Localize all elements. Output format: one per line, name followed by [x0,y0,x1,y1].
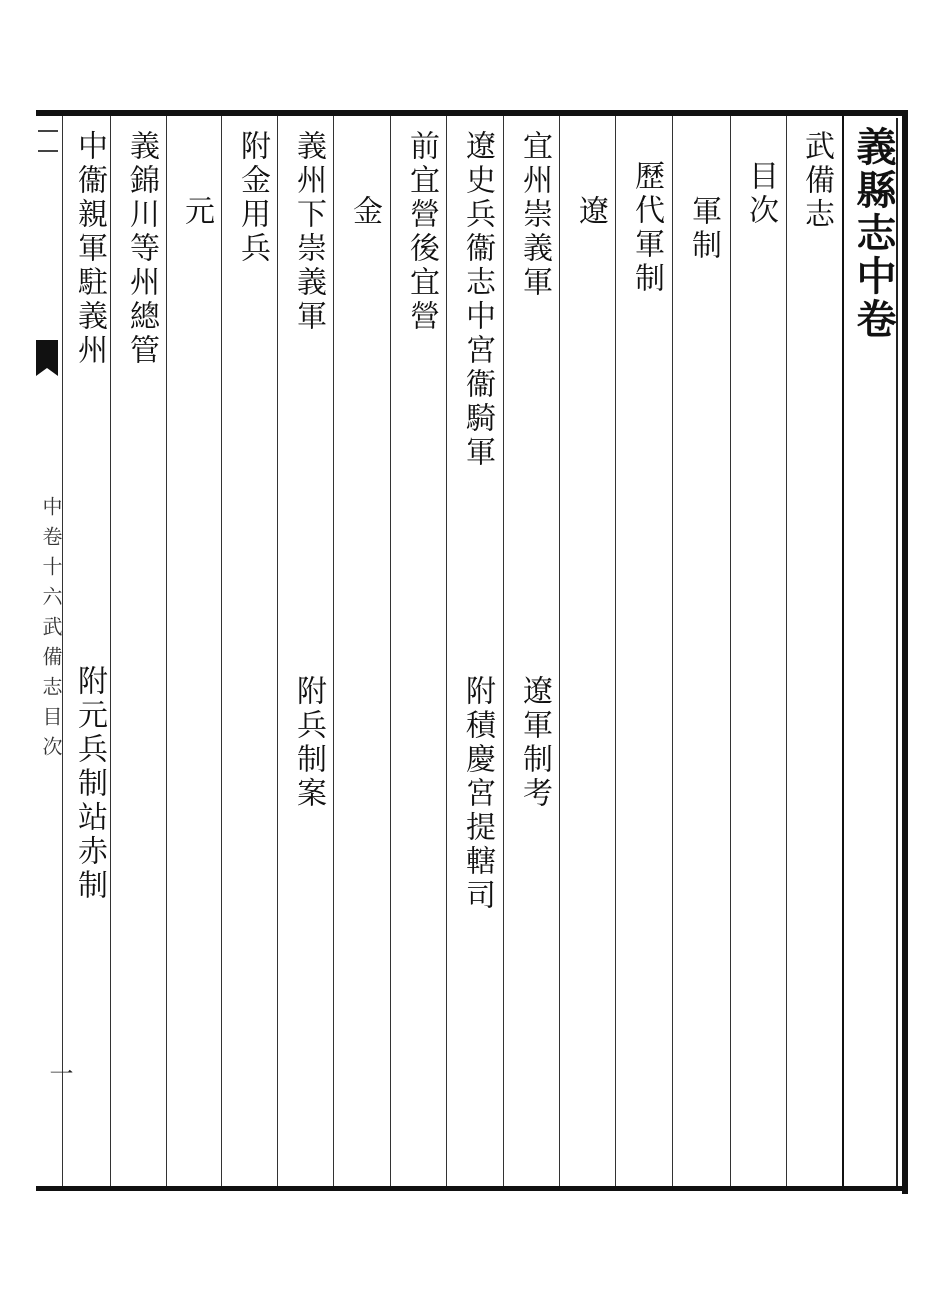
toc-entry: 義州下崇義軍 [291,130,326,334]
toc-column-1 [739,160,781,1210]
toc-entry: 目次 [743,160,778,228]
column-rule [842,116,844,1186]
toc-entry: 遼史兵衞志中宮衞騎軍 [460,130,495,470]
toc-entry: 元 [179,195,214,229]
column-rule [615,116,616,1186]
column-rule [446,116,447,1186]
column-rule [559,116,560,1186]
page-frame-right [902,110,908,1194]
toc-column-9 [287,130,329,1180]
column-rule [503,116,504,1186]
column-rule [390,116,391,1186]
toc-column-12 [120,130,162,1180]
toc-entry: 前宜營後宜營 [404,130,439,334]
fishtail-mark [36,340,58,368]
margin-head-mark [38,130,58,152]
toc-entry: 附金用兵 [235,130,270,266]
toc-note: 附元兵制站赤制 [72,665,107,903]
folio-number: 一 [45,1061,73,1085]
section-column [795,130,837,1180]
column-rule [786,116,787,1186]
toc-entry: 宜州崇義軍 [517,130,552,300]
fold-margin [36,116,73,1186]
toc-note: 附積慶宮提轄司 [460,675,495,913]
toc-column-11 [175,195,217,1245]
toc-column-5 [513,130,555,1180]
toc-entry: 金 [347,195,382,229]
column-rule [166,116,167,1186]
toc-note: 遼軍制考 [517,675,552,811]
toc-column-6 [456,130,498,1180]
toc-note: 附兵制案 [291,675,326,811]
toc-entry: 歷代軍制 [629,160,664,296]
toc-entry: 軍制 [686,195,721,263]
toc-column-10 [231,130,273,1180]
margin-label: 中卷十六武備志目次 [39,496,63,766]
book-title: 義縣志中卷 [850,126,897,341]
toc-column-3 [625,160,667,1210]
toc-entry: 義錦川等州總管 [124,130,159,368]
column-rule [333,116,334,1186]
section-heading: 武備志 [799,130,834,232]
title-column [850,126,898,1176]
toc-column-13 [68,130,110,1180]
toc-column-2 [682,195,724,1245]
column-rule [110,116,111,1186]
column-rule [672,116,673,1186]
toc-column-8 [343,195,385,1245]
toc-entry: 中衞親軍駐義州 [72,130,107,368]
toc-entry: 遼 [573,195,608,229]
toc-column-7 [400,130,442,1180]
column-rule [221,116,222,1186]
column-rule [277,116,278,1186]
toc-column-4 [569,195,611,1245]
column-rule [730,116,731,1186]
